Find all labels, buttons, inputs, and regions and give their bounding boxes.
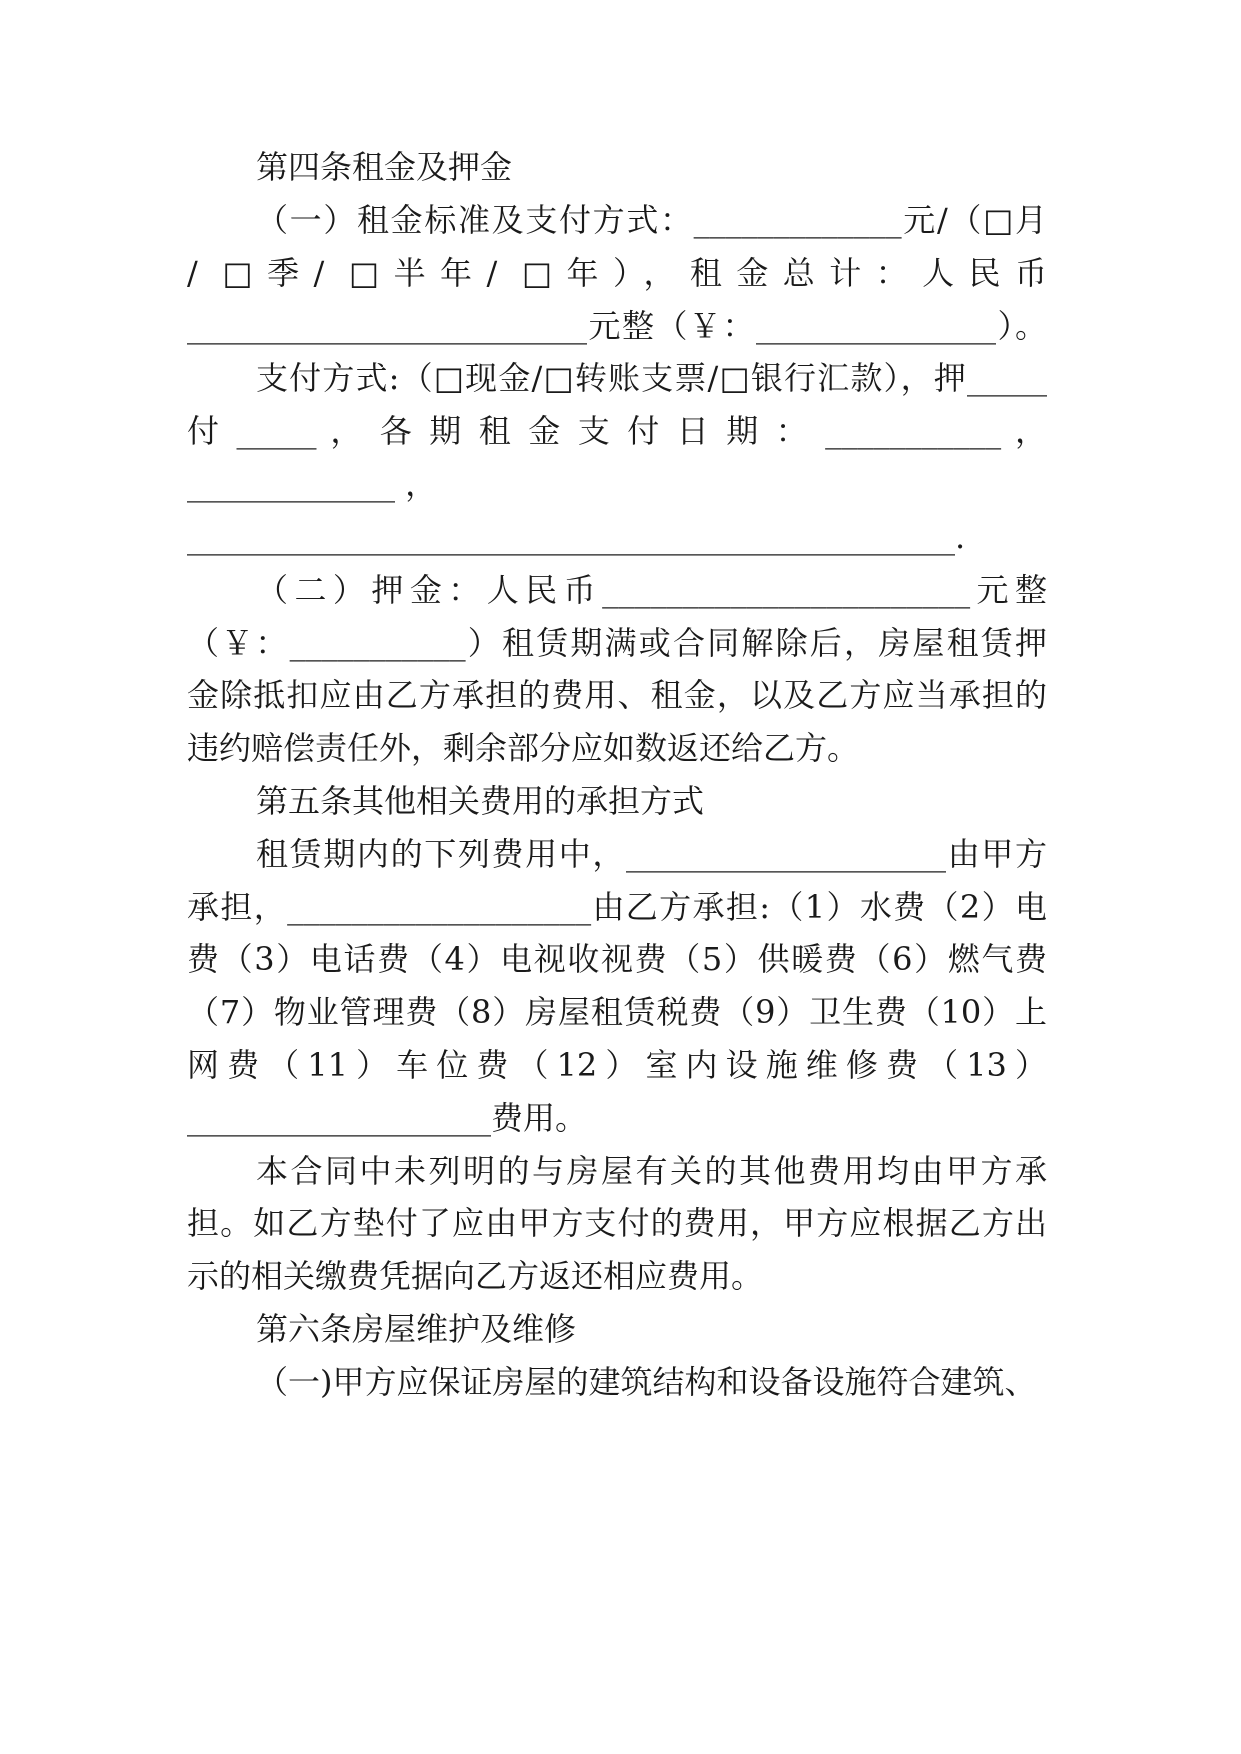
article-5-heading: 第五条其他相关费用的承担方式 bbox=[256, 782, 705, 820]
text-line: （二）押金：人民币_______________________元整 bbox=[256, 571, 1047, 609]
text-line: 示的相关缴费凭据向乙方返还相应费用。 bbox=[187, 1257, 764, 1295]
text-line: 费（3）电话费（4）电视收视费（5）供暖费（6）燃气费 bbox=[187, 940, 1047, 978]
text-line: 金除抵扣应由乙方承担的费用、租金，以及乙方应当承担的 bbox=[187, 676, 1047, 714]
text-line: _________________________元整（￥：_______________）。 bbox=[187, 307, 1047, 345]
text-line: 违约赔偿责任外，剩余部分应如数返还给乙方。 bbox=[187, 729, 860, 767]
text-line: （￥：___________）租赁期满或合同解除后，房屋租赁押 bbox=[187, 624, 1047, 662]
text-line: （7）物业管理费（8）房屋租赁税费（9）卫生费（10）上 bbox=[187, 993, 1047, 1031]
article-6-heading: 第六条房屋维护及维修 bbox=[256, 1310, 577, 1348]
text-line: 支付方式:（□现金/□转账支票/□银行汇款），押_____ bbox=[256, 359, 1047, 397]
text-line: ________________________________________________. bbox=[187, 518, 966, 556]
text-line: _____________ ， bbox=[187, 465, 438, 503]
text-line: / □季/ □半年/ □年），租金总计：人民币 bbox=[187, 254, 1047, 292]
article-4-heading: 第四条租金及押金 bbox=[256, 148, 513, 186]
text-line: 担。如乙方垫付了应由甲方支付的费用，甲方应根据乙方出 bbox=[187, 1204, 1047, 1242]
text-line: 承担，___________________由乙方承担:（1）水费（2）电 bbox=[187, 888, 1047, 926]
text-line: ___________________费用。 bbox=[187, 1099, 588, 1137]
text-line: 付 _____ ， 各 期 租 金 支 付 日 期 ： ___________ ， bbox=[187, 412, 1047, 450]
text-line: （一）租金标准及支付方式：_____________元/（□月 bbox=[256, 201, 1047, 239]
text-line: （一)甲方应保证房屋的建筑结构和设备设施符合建筑、 bbox=[256, 1363, 1037, 1401]
text-line: 本合同中未列明的与房屋有关的其他费用均由甲方承 bbox=[256, 1152, 1047, 1190]
text-line: 网费（11）车位费（12）室内设施维修费（13） bbox=[187, 1046, 1047, 1084]
text-line: 租赁期内的下列费用中，____________________由甲方 bbox=[256, 835, 1047, 873]
